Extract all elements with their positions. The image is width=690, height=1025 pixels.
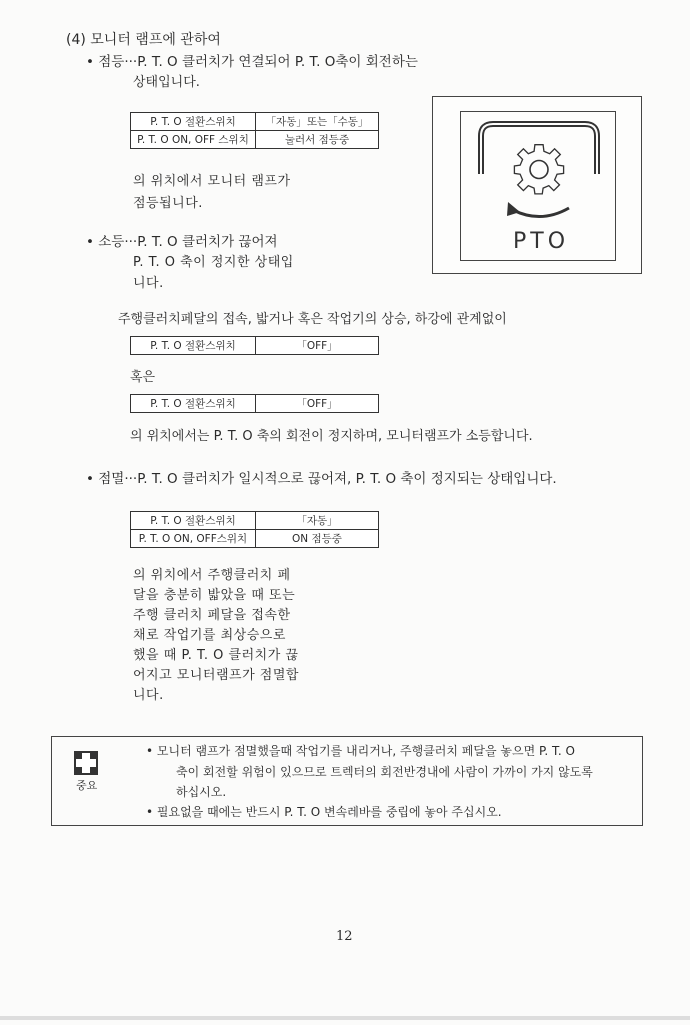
table-cell: ON 점등중 — [256, 530, 379, 548]
notice-line: 하십시오. — [176, 785, 227, 799]
table-cell: 「자동」또는「수동」 — [256, 113, 379, 131]
blink-switch-table — [130, 511, 379, 548]
table-cell: P. T. O ON, OFF 스위치 — [131, 131, 256, 149]
off-switch-table-2 — [130, 394, 379, 413]
pto-lamp-figure — [432, 96, 642, 274]
table-cell: P. T. O 절환스위치 — [131, 512, 256, 530]
on-bullet-line2: 상태입니다. — [133, 75, 200, 90]
table-cell: 「OFF」 — [256, 395, 379, 413]
first-aid-cross-icon — [74, 751, 98, 775]
table-cell: P. T. O 절환스위치 — [131, 113, 256, 131]
notice-label: 중요 — [76, 779, 98, 792]
pto-label: PTO — [513, 229, 570, 254]
section-heading: (4) 모니터 램프에 관하여 — [66, 32, 221, 48]
table-cell: 「자동」 — [256, 512, 379, 530]
table-cell: 「OFF」 — [256, 337, 379, 355]
page-number: 12 — [336, 929, 353, 944]
table-cell: P. T. O 절환스위치 — [131, 337, 256, 355]
on-after-line2: 점등됩니다. — [133, 196, 203, 211]
on-switch-table — [130, 112, 379, 149]
off-switch-table-1 — [130, 336, 379, 355]
on-after-line1: 의 위치에서 모니터 램프가 — [133, 174, 291, 189]
table-row — [131, 512, 379, 530]
table-cell: P. T. O 절환스위치 — [131, 395, 256, 413]
off-or-text: 혹은 — [130, 370, 156, 385]
notice-line: • 필요없을 때에는 반드시 P. T. O 변속레바를 중립에 놓아 주십시오. — [146, 805, 502, 819]
blink-para-line: 니다. — [133, 688, 164, 703]
blink-para-line: 달을 충분히 밟았을 때 또는 — [133, 588, 296, 603]
blink-para-line: 했을 때 P. T. O 클러치가 끊 — [133, 648, 299, 663]
off-bullet-line3: 니다. — [133, 276, 164, 291]
notice-line: 축이 회전할 위험이 있으므로 트렉터의 회전반경내에 사람이 가까이 가지 않도록 — [176, 765, 593, 779]
table-row — [131, 131, 379, 149]
blink-para-line: 주행 클러치 페달을 접속한 — [133, 608, 291, 623]
table-row — [131, 530, 379, 548]
off-after-text: 의 위치에서는 P. T. O 축의 회전이 정지하며, 모니터램프가 소등합니다. — [130, 429, 533, 444]
off-description: 주행클러치페달의 접속, 밟거나 혹은 작업기의 상승, 하강에 관계없이 — [118, 312, 507, 327]
blink-para-line: 의 위치에서 주행클러치 페 — [133, 568, 291, 583]
off-bullet-line2: P. T. O 축이 정지한 상태입 — [133, 255, 294, 270]
notice-line: • 모니터 램프가 점멸했을때 작업기를 내리거나, 주행클러치 페달을 놓으면 P. T. O — [146, 744, 575, 758]
page-footer-edge — [0, 1016, 690, 1020]
important-notice — [51, 736, 643, 826]
blink-para-line: 채로 작업기를 최상승으로 — [133, 628, 286, 643]
off-bullet-line1: • 소등···P. T. O 클러치가 끊어져 — [86, 234, 278, 250]
table-row — [131, 113, 379, 131]
table-row — [131, 395, 379, 413]
blink-para-line: 어지고 모니터램프가 점멸합 — [133, 668, 299, 683]
blink-bullet-line: • 점멸···P. T. O 클러치가 일시적으로 끊어져, P. T. O 축이 정지되는 상태입니다. — [86, 471, 557, 487]
pto-lamp-panel — [460, 111, 616, 261]
table-cell: P. T. O ON, OFF스위치 — [131, 530, 256, 548]
table-row — [131, 337, 379, 355]
on-bullet-line1: • 점등···P. T. O 클러치가 연결되어 P. T. O축이 회전하는 — [86, 54, 418, 70]
table-cell: 눌러서 점등중 — [256, 131, 379, 149]
